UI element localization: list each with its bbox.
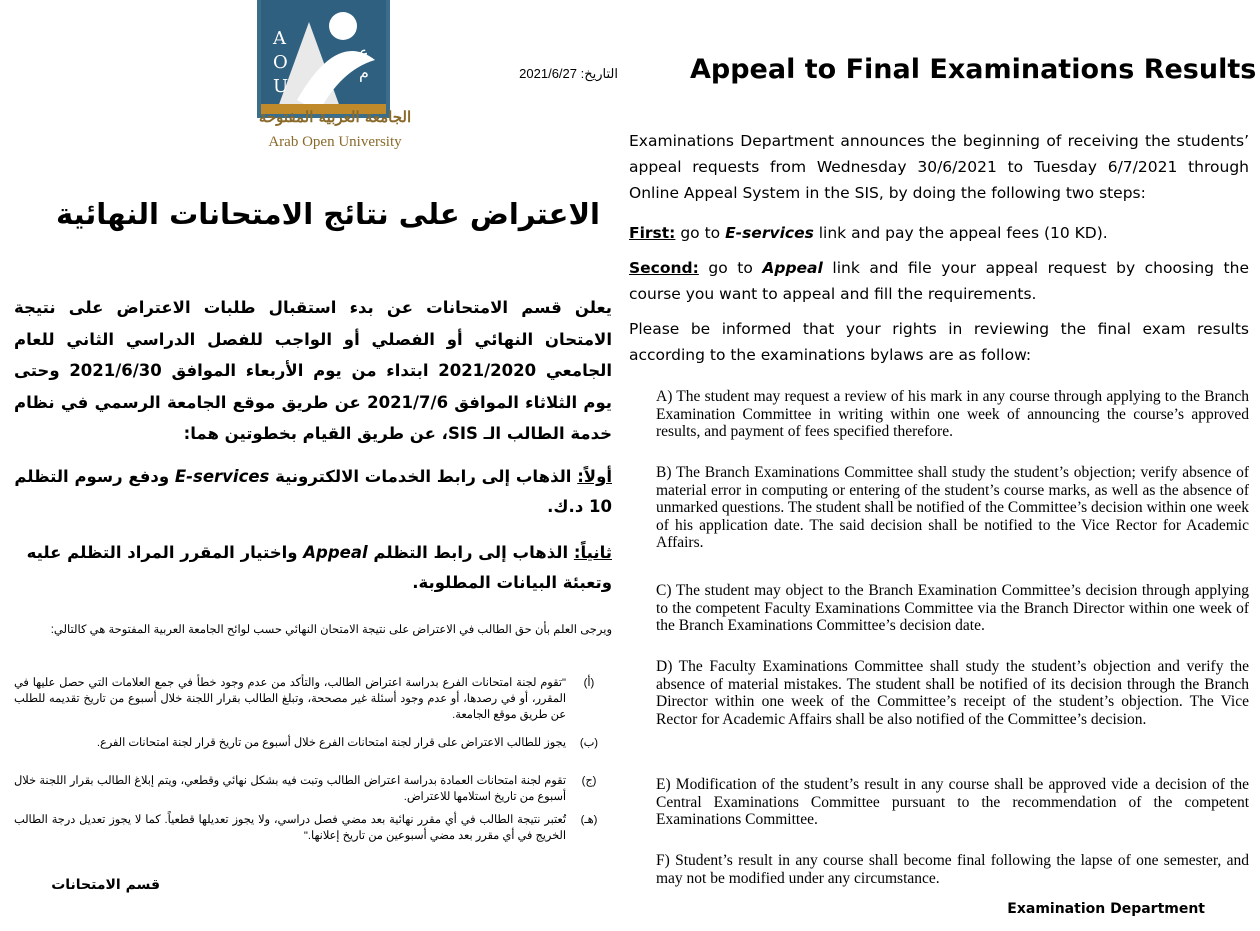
arabic-clause-marker: (أ)	[583, 677, 595, 689]
english-clause-e: E) Modification of the student’s result in any course shall be approved vide a decision of the Central Examinations Committee pursuant to the recommendation of the competent Examinations Committee.	[656, 776, 1249, 828]
arabic-clause	[14, 736, 612, 752]
english-rights-paragraph: Please be informed that your rights in reviewing the final exam results according to the examinations bylaws are as follow:	[629, 320, 1249, 364]
arabic-clause-text: تُعتبر نتيجة الطالب في أي مقرر نهائية بعد مضي فصل دراسي، ولا يجوز تعديلها قطعياً. كما لا يجوز تعديل درجة الطالب الخريج في أي مقرر بعد مضي أسبوعين من تاريخ إعلانها."	[14, 814, 566, 842]
arabic-date	[500, 66, 618, 82]
arabic-date-value: 2021/6/27	[519, 66, 578, 81]
arabic-clause	[14, 774, 612, 806]
english-step-first-label: First:	[629, 224, 676, 242]
english-step-first-text-after: link and pay the appeal fees (10 KD).	[813, 224, 1108, 242]
english-eservices-link-text: E-services	[725, 224, 814, 242]
arabic-eservices-link-text: E-services	[174, 467, 270, 486]
english-clause-d: D) The Faculty Examinations Committee shall study the student’s objection and verify the absence of material mistakes. The student shall be notified of its decision through the Branch Director within one week of the Committee’s receipt of the student’s objection. The Vice Rector for Academic Affairs shall be also notified of the Committee’s decision.	[656, 658, 1249, 728]
arabic-step-first	[14, 462, 612, 522]
arabic-date-label: التاريخ:	[580, 66, 618, 81]
arabic-rights-paragraph: ويرجى العلم بأن حق الطالب في الاعتراض على نتيجة الامتحان النهائي حسب لوائح الجامعة العربية المفتوحة هي كالتالي:	[50, 624, 612, 636]
svg-text:U: U	[273, 76, 289, 97]
aou-logo-graphic	[257, 0, 390, 118]
english-clause-a: A) The student may request a review of his mark in any course through applying to the Branch Examination Committee in writing within one week of announcing the course’s approved results, and payment of fees specified therefore.	[656, 388, 1249, 440]
university-logo	[252, 0, 418, 158]
english-intro-paragraph: Examinations Department announces the beginning of receiving the students’ appeal requests from Wednesday 30/6/2021 to Tuesday 6/7/2021 through Online Appeal System in the SIS, by doing the following two steps:	[629, 132, 1249, 202]
logo-arabic-name: الجامعة العربية المفتوحة	[258, 108, 412, 126]
arabic-step-second-label: ثانياً:	[573, 543, 612, 562]
arabic-department-signature: قسم الامتحانات	[51, 877, 160, 893]
english-title: Appeal to Final Examinations Results	[690, 54, 1257, 85]
english-step-second	[629, 255, 1249, 307]
english-step-second-text-before: go to	[698, 259, 763, 277]
arabic-step-first-label: أولاً:	[577, 467, 612, 486]
arabic-step-first-text-after: ودفع رسوم التظلم 10 د.ك.	[14, 467, 612, 516]
english-department-signature: Examination Department	[1007, 901, 1205, 917]
svg-text:ع: ع	[359, 43, 369, 62]
logo-english-name: Arab Open University	[268, 134, 402, 150]
english-appeal-link-text: Appeal	[762, 259, 823, 277]
arabic-step-second-text-after: واختيار المقرر المراد التظلم عليه وتعبئة البيانات المطلوبة.	[26, 543, 612, 592]
arabic-clause-marker: (ج)	[581, 775, 597, 787]
arabic-step-second-text-before: الذهاب إلى رابط التظلم	[367, 543, 574, 562]
arabic-clause	[14, 813, 612, 845]
svg-text:م: م	[359, 63, 369, 82]
english-clause-f: F) Student’s result in any course shall become final following the lapse of one semester, and may not be modified under any circumstance.	[656, 852, 1249, 887]
arabic-title: الاعتراض على نتائج الامتحانات النهائية	[55, 197, 600, 231]
arabic-clause-text: تقوم لجنة امتحانات العمادة بدراسة اعتراض الطالب وتبت فيه بشكل نهائي وقطعي، ويتم إبلاغ الطالب بقرار اللجنة خلال أسبوع من تاريخ استلامها للاعتراض.	[14, 775, 566, 803]
arabic-step-second	[14, 538, 612, 598]
english-clause-b: B) The Branch Examinations Committee shall study the student’s objection; verify absence of material error in computing or entering of the student’s course marks, as well as the absence of unmarked questions. The student shall be notified of the Committee’s decision within one week of his application date. The said decision shall be notified to the Vice Rector for Academic Affairs.	[656, 464, 1249, 551]
svg-text:O: O	[273, 52, 288, 73]
english-step-second-label: Second:	[629, 259, 699, 277]
arabic-clause-text: "تقوم لجنة امتحانات الفرع بدراسة اعتراض الطالب، والتأكد من عدم وجود خطأ في جمع العلامات التي حصل عليها في المقرر، أو في رصدها، أو عدم وجود أسئلة غير مصححة، وتبلغ الطالب بقرار اللجنة خلال أسبوع من تاريخ تقديمه للطلب عن طريق موقع الجامعة.	[14, 677, 566, 721]
arabic-step-first-text-before: الذهاب إلى رابط الخدمات الالكترونية	[269, 467, 578, 486]
arabic-clause-marker: (ب)	[579, 737, 599, 749]
english-clause-c: C) The student may object to the Branch Examination Committee’s decision through applying to the competent Faculty Examinations Committee via the Branch Director within one week of the Branch Examinations Committee’s decision date.	[656, 582, 1249, 634]
english-step-second-text-after: link and file your appeal request by choosing the course you want to appeal and fill the requirements.	[629, 259, 1249, 303]
arabic-appeal-link-text: Appeal	[303, 543, 368, 562]
arabic-clause-text: يجوز للطالب الاعتراض على قرار لجنة امتحانات الفرع خلال أسبوع من تاريخ قرار لجنة امتحانات الفرع.	[96, 737, 566, 749]
svg-text:A: A	[273, 28, 286, 49]
arabic-clause	[14, 676, 612, 723]
english-step-first	[629, 220, 1249, 246]
arabic-clause-marker: (هـ)	[580, 814, 598, 826]
english-step-first-text-before: go to	[675, 224, 726, 242]
arabic-intro-paragraph: يعلن قسم الامتحانات عن بدء استقبال طلبات الاعتراض على نتيجة الامتحان النهائي أو الفصلي أو الواجب للفصل الدراسي الثاني للعام الجامعي 2021/2020 ابتداء من يوم الأربعاء الموافق 2021/6/30 وحتى يوم الثلاثاء الموافق 2021/7/6 عن طريق موقع الجامعة الرسمي في نظام خدمة الطالب الـ SIS، عن طريق القيام بخطوتين هما:	[14, 298, 613, 443]
